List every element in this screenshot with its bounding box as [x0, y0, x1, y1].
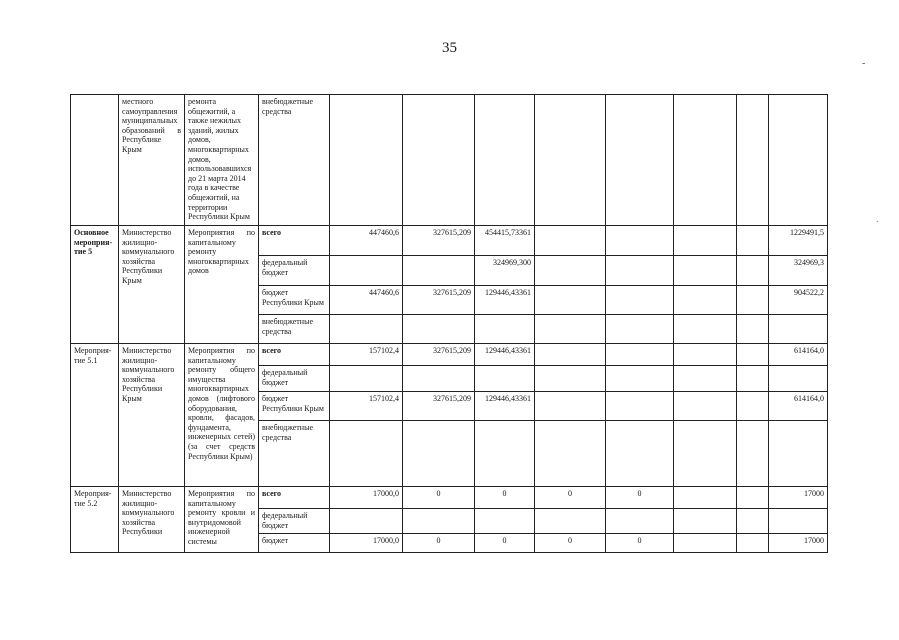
table-row: [71, 487, 828, 509]
table-row: [71, 95, 828, 226]
total-cell: 17000: [769, 487, 828, 509]
page-number: 35: [442, 40, 457, 56]
value-cell: 0: [475, 487, 535, 509]
source-cell: федеральный бюджет: [259, 256, 330, 286]
source-cell: бюджет Республики Крым: [259, 286, 330, 315]
value-cell: 0: [535, 534, 606, 553]
value-cell: 327615,209: [403, 392, 475, 421]
responsible-cell: Министерство жилищно-коммунального хозяйства Республики: [119, 487, 185, 553]
value-cell: 0: [403, 534, 475, 553]
margin-dot: .: [876, 214, 879, 225]
total-cell: 614164,0: [769, 344, 828, 366]
value-cell: 0: [606, 534, 674, 553]
value-cell: 129446,43361: [475, 286, 535, 315]
source-cell: федеральный бюджет: [259, 366, 330, 392]
source-cell: внебюджетные средства: [259, 421, 330, 487]
value-cell: 17000,0: [330, 487, 403, 509]
measure-name-cell: Мероприя-тие 5.2: [71, 487, 119, 553]
table-row: [71, 226, 828, 256]
source-cell: всего: [259, 344, 330, 366]
responsible-cell: Министерство жилищно-коммунального хозяйства Республики Крым: [119, 344, 185, 487]
source-cell: бюджет Республики Крым: [259, 392, 330, 421]
margin-mark: -: [862, 58, 866, 69]
total-cell: 1229491,5: [769, 226, 828, 256]
value-cell: 0: [403, 487, 475, 509]
source-cell: всего: [259, 487, 330, 509]
name-cell: [71, 95, 119, 226]
program-funding-table: [70, 94, 828, 553]
value-cell: 157102,4: [330, 344, 403, 366]
value-cell: 327615,209: [403, 344, 475, 366]
value-cell: 129446,43361: [475, 392, 535, 421]
source-cell: бюджет: [259, 534, 330, 553]
activity-cell: ремонта общежитий, а также нежилых зданий, жилых домов, многоквартирных домов, использовавшихся до 21 марта 2014 года в качестве общежитий, на территории Республики Крым: [185, 95, 259, 226]
activity-cell: Мероприятия по капитальному ремонту общего имущества многоквартирных домов (лифтового оборудования, кровли, фасадов, фундамента, инженерных сетей) (за счет средств Республики Крым): [185, 344, 259, 487]
value-cell: 0: [475, 534, 535, 553]
responsible-cell: Министерство жилищно-коммунального хозяйства Республики Крым: [119, 226, 185, 344]
value-cell: 327615,209: [403, 286, 475, 315]
value-cell: 129446,43361: [475, 344, 535, 366]
total-cell: 614164,0: [769, 392, 828, 421]
source-cell: федеральный бюджет: [259, 509, 330, 534]
source-cell: внебюджетные средства: [259, 95, 330, 226]
total-cell: 324969,3: [769, 256, 828, 286]
activity-cell: Мероприятия по капитальному ремонту многоквартирных домов: [185, 226, 259, 344]
total-cell: 17000: [769, 534, 828, 553]
value-cell: 327615,209: [403, 226, 475, 256]
source-cell: всего: [259, 226, 330, 256]
value-cell: 454415,73361: [475, 226, 535, 256]
source-cell: внебюджетные средства: [259, 315, 330, 344]
value-cell: 0: [535, 487, 606, 509]
table-row: [71, 344, 828, 366]
value-cell: 17000,0: [330, 534, 403, 553]
value-cell: 447460,6: [330, 286, 403, 315]
measure-name-cell: Мероприя-тие 5.1: [71, 344, 119, 487]
measure-name-cell: Основное мероприя-тие 5: [71, 226, 119, 344]
activity-cell: Мероприятия по капитальному ремонту кровли и внутридомовой инженерной системы: [185, 487, 259, 553]
value-cell: 0: [606, 487, 674, 509]
value-cell: 157102,4: [330, 392, 403, 421]
value-cell: 447460,6: [330, 226, 403, 256]
value-cell: 324969,300: [475, 256, 535, 286]
responsible-cell: местного самоуправления муниципальных образований в Республике Крым: [119, 95, 185, 226]
total-cell: 904522,2: [769, 286, 828, 315]
